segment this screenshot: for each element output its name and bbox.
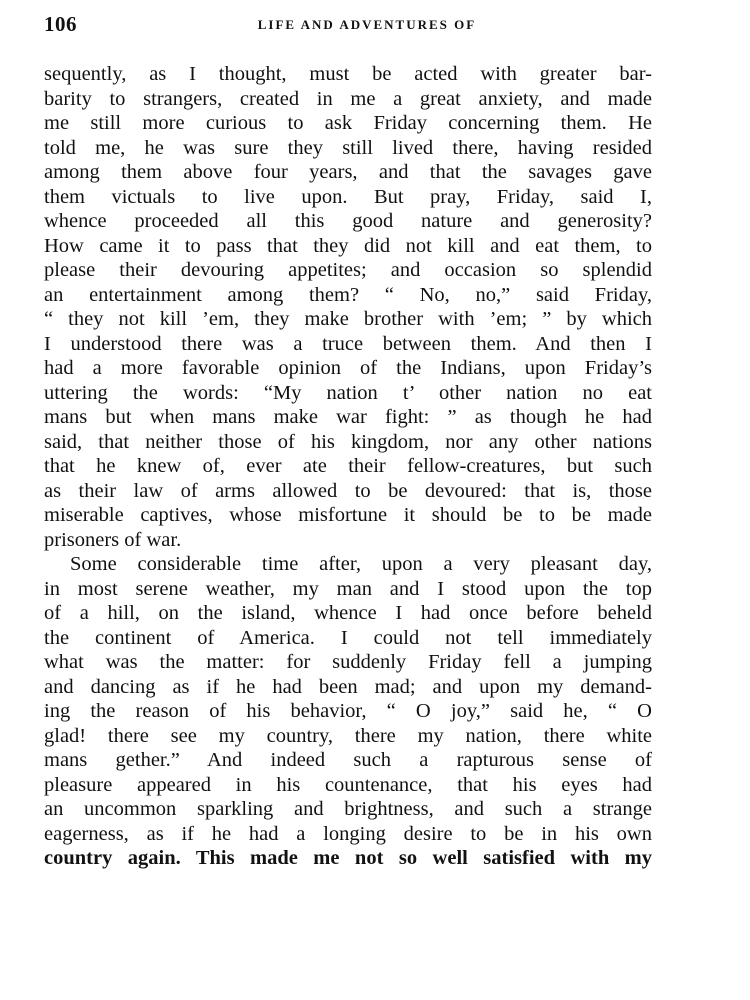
text-line: in most serene weather, my man and I stood upon the top (44, 577, 652, 600)
page-header (44, 12, 660, 38)
text-line: and dancing as if he had been mad; and upon my demand- (44, 675, 652, 698)
text-line: miserable captives, whose misfortune it should be to be made (44, 504, 652, 526)
text-line: an entertainment among them? “ No, no,” said Friday, (44, 283, 652, 306)
text-line: Some considerable time after, upon a very pleasant day, (70, 553, 652, 575)
text-line: that he knew of, ever ate their fellow-creatures, but such (44, 455, 652, 477)
text-line: pleasure appeared in his countenance, that his eyes had (44, 773, 652, 796)
text-line: what was the matter: for suddenly Friday fell a jumping (44, 651, 652, 673)
text-line: country again. This made me not so well satisfied with my (44, 847, 652, 869)
text-line: them victuals to live upon. But pray, Friday, said I, (44, 185, 652, 208)
text-line: please their devouring appetites; and occasion so splendid (44, 259, 652, 281)
running-head: LIFE AND ADVENTURES OF (257, 17, 477, 32)
paragraph-2 (44, 552, 652, 871)
text-line: “ they not kill ’em, they make brother with ’em; ” by which (44, 308, 652, 330)
text-line: said, that neither those of his kingdom, nor any other nations (44, 430, 652, 453)
text-line: had a more favorable opinion of the Indians, upon Friday’s (44, 357, 652, 379)
text-line: the continent of America. I could not tell immediately (44, 626, 652, 649)
page-number: 106 (44, 12, 77, 36)
text-line: mans gether.” And indeed such a rapturous sense of (44, 749, 652, 771)
text-line: whence proceeded all this good nature and generosity? (44, 210, 652, 232)
text-line: mans but when mans make war fight: ” as though he had (44, 406, 652, 428)
text-line: How came it to pass that they did not kill and eat them, to (44, 234, 652, 257)
text-line: as their law of arms allowed to be devoured: that is, those (44, 479, 652, 502)
paragraph-1 (44, 62, 652, 552)
text-line: sequently, as I thought, must be acted with greater bar- (44, 63, 652, 85)
text-line: I understood there was a truce between them. And then I (44, 332, 652, 355)
text-line: glad! there see my country, there my nation, there white (44, 724, 652, 747)
text-line: eagerness, as if he had a longing desire to be in his own (44, 822, 652, 845)
text-line: barity to strangers, created in me a great anxiety, and made (44, 87, 652, 110)
text-line: among them above four years, and that the savages gave (44, 161, 652, 183)
text-line: prisoners of war. (44, 528, 182, 551)
text-line: of a hill, on the island, whence I had once before beheld (44, 602, 652, 624)
text-line: ing the reason of his behavior, “ O joy,” said he, “ O (44, 700, 652, 722)
body-text (44, 62, 652, 871)
text-line: uttering the words: “My nation t’ other nation no eat (44, 381, 652, 404)
text-line: an uncommon sparkling and brightness, and such a strange (44, 798, 652, 820)
text-line: me still more curious to ask Friday concerning them. He (44, 112, 652, 134)
text-line: told me, he was sure they still lived there, having resided (44, 136, 652, 159)
